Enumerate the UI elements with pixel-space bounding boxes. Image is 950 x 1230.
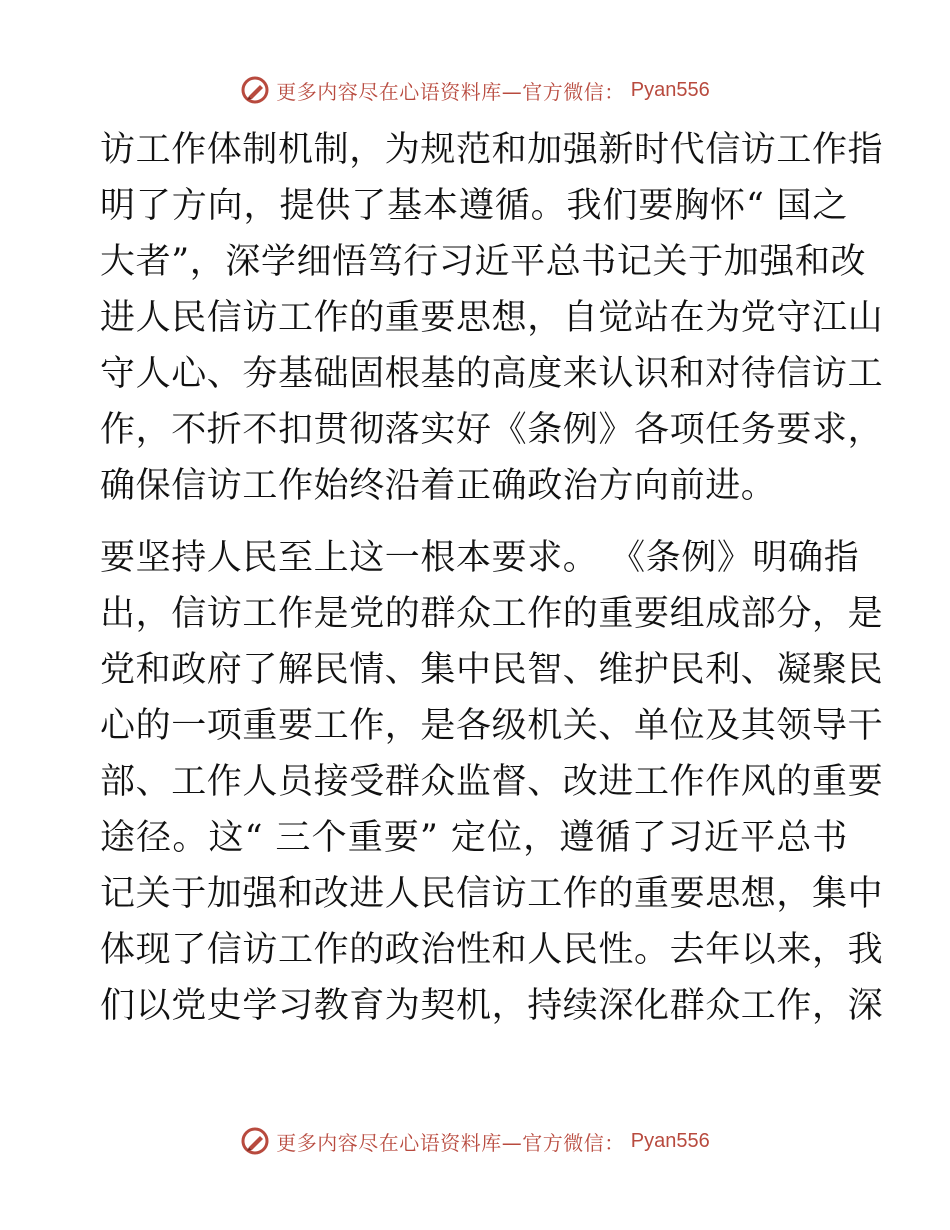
text-line: 大者”，深学细悟笃行习近平总书记关于加强和改 — [100, 242, 867, 282]
text-line: 出，信访工作是党的群众工作的重要组成部分，是 — [100, 594, 884, 634]
text-line: 记关于加强和改进人民信访工作的重要思想，集中 — [100, 874, 884, 914]
text-line: 作，不折不扣贯彻落实好《条例》各项任务要求， — [100, 410, 884, 450]
pen-logo-icon — [240, 1126, 270, 1156]
text-line: 体现了信访工作的政治性和人民性。去年以来，我 — [100, 930, 884, 970]
text-line: 确保信访工作始终沿着正确政治方向前进。 — [100, 466, 777, 506]
pen-logo-icon — [240, 75, 270, 105]
banner-wechat-id: Pyan556 — [630, 1129, 710, 1152]
banner-text: 更多内容尽在心语资料库—官方微信： — [276, 79, 625, 104]
header-watermark-banner — [0, 72, 950, 108]
text-line: 部、工作人员接受群众监督、改进工作作风的重要 — [100, 762, 884, 802]
text-line: 心的一项重要工作，是各级机关、单位及其领导干 — [100, 706, 884, 746]
banner-wechat-id: Pyan556 — [630, 78, 710, 101]
paragraph-spacer — [100, 514, 848, 530]
text-line: 守人心、夯基础固根基的高度来认识和对待信访工 — [100, 354, 884, 394]
document-body — [100, 122, 884, 1034]
paragraph-1 — [100, 122, 884, 514]
text-line: 途径。这“ 三个重要” 定位，遵循了习近平总书 — [100, 818, 848, 858]
footer-watermark-banner — [0, 1123, 950, 1159]
text-line: 们以党史学习教育为契机，持续深化群众工作，深 — [100, 986, 884, 1026]
text-line: 要坚持人民至上这一根本要求。 《条例》明确指 — [100, 538, 860, 578]
paragraph-2 — [100, 530, 884, 1034]
text-line: 进人民信访工作的重要思想，自觉站在为党守江山 — [100, 298, 884, 338]
text-line: 明了方向，提供了基本遵循。我们要胸怀“ 国之 — [100, 186, 848, 226]
text-line: 党和政府了解民情、集中民智、维护民利、凝聚民 — [100, 650, 884, 690]
banner-text: 更多内容尽在心语资料库—官方微信： — [276, 1130, 625, 1155]
text-line: 访工作体制机制，为规范和加强新时代信访工作指 — [100, 130, 884, 170]
